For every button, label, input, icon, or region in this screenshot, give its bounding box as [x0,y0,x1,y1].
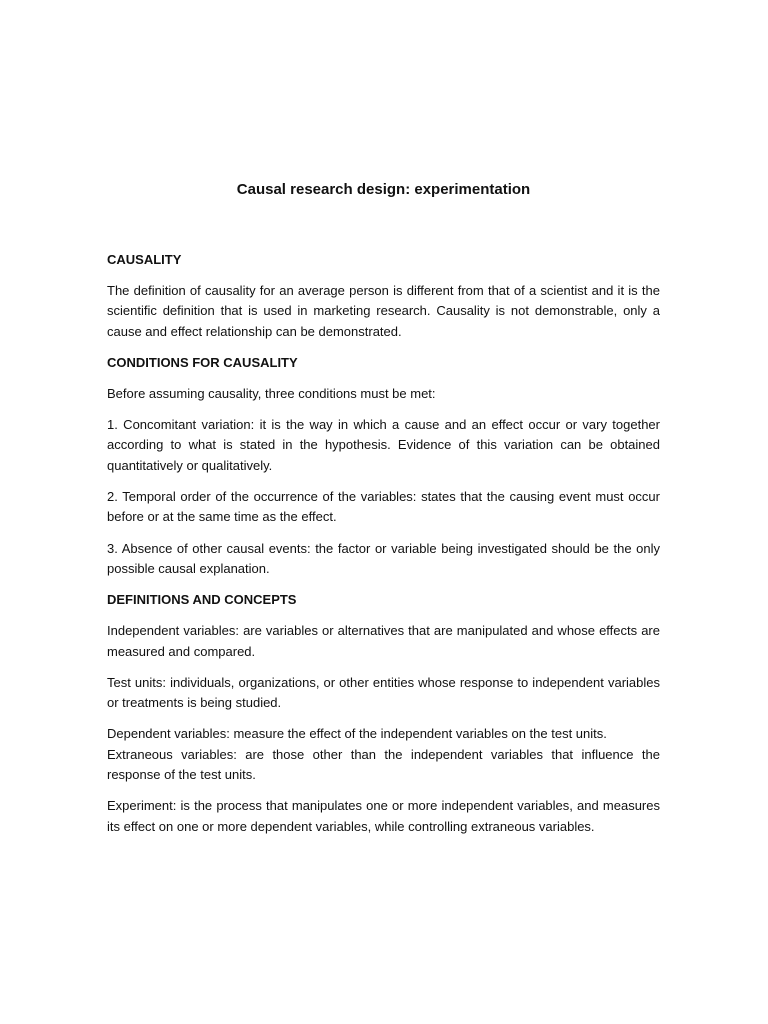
paragraph-conditions-intro: Before assuming causality, three conditions must be met: [107,385,436,401]
paragraph-experiment: Experiment: is the process that manipulates one or more independent variables, and measures its effect on one or more dependent variables, while controlling extraneous variables. [107,798,660,834]
section-heading-conditions: CONDITIONS FOR CAUSALITY [107,354,298,370]
section-heading-causality: CAUSALITY [107,252,182,267]
paragraph-extraneous-variables: Extraneous variables: are those other than the independent variables that influence the response of the test units. [107,746,660,783]
paragraph-causality-definition: The definition of causality for an average person is different from that of a scientist and it is the scientific definition that is used in marketing research. Causality is not demonstrable, only a cause and effect relationship can be demonstrated. [107,283,660,339]
paragraph-independent-variables: Independent variables: are variables or alternatives that are manipulated and whose effects are measured and compared. [107,623,660,659]
paragraph-condition-concomitant: 1. Concomitant variation: it is the way in which a cause and an effect occur or vary together according to what is stated in the hypothesis. Evidence of this variation can be obtained quantitatively or qualitatively. [107,417,660,473]
paragraph-condition-absence: 3. Absence of other causal events: the factor or variable being investigated should be the only possible causal explanation. [107,540,660,576]
document-title: Causal research design: experimentation [236,181,531,198]
paragraph-condition-temporal: 2. Temporal order of the occurrence of the variables: states that the causing event must occur before or at the same time as the effect. [107,489,660,525]
section-heading-definitions: DEFINITIONS AND CONCEPTS [107,592,297,608]
document-page [107,180,660,848]
paragraph-test-units: Test units: individuals, organizations, or other entities whose response to independent variables or treatments is being studied. [107,674,660,711]
paragraph-dependent-variables: Dependent variables: measure the effect of the independent variables on the test units. [107,726,607,742]
